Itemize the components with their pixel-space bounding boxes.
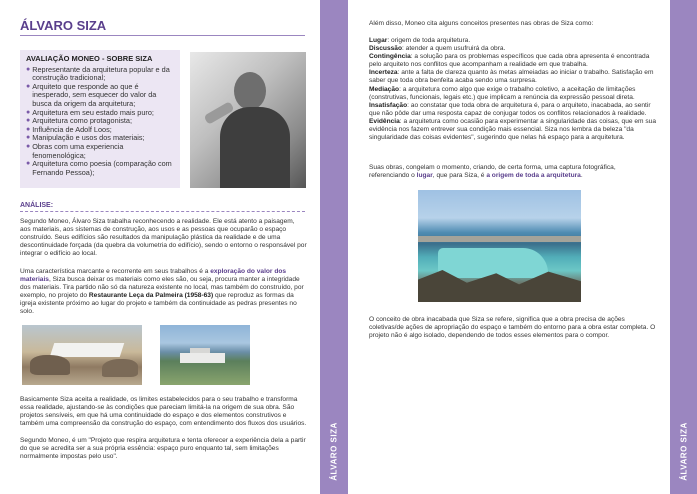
- unfinished-work-paragraph: O conceito de obra inacabada que Siza se refere, significa que a obra precisa de ações coletivas/de ações de apropriação do espaço e também do entorno para a obra estar completa. O projeto não é algo isolado, dependendo de todos esses elementos para o compor.: [369, 316, 656, 340]
- analysis-paragraph-4: Segundo Moneo, é um "Projeto que respira arquitetura e tenta oferecer a experiência dela a partir do que se acredita ser a sua própria essência: espaço puro enquanto tal, sem limitações normalmente impostas pelo uso".: [20, 437, 306, 461]
- analysis-paragraph-3: Basicamente Siza aceita a realidade, os limites estabelecidos para o seu trabalho e transforma essa realidade, ajustando-se às condições que pareciam limitá-la na origem de sua obra. São projetos sensíveis, em que há uma continuidade do espaço e dos elementos construtivos e também uma compreensão da construção do espaço, com entendimento dos fluxos dos usuários.: [20, 396, 307, 428]
- evaluation-heading: AVALIAÇÃO MONEO - SOBRE SIZA: [26, 54, 153, 63]
- evaluation-item: ● Arquitetura como poesia (comparação com Fernando Pessoa);: [26, 159, 172, 177]
- restaurant-photo: [22, 325, 142, 385]
- bullet-icon: ●: [26, 82, 31, 90]
- evaluation-item: ● Representante da arquitetura popular e da construção tradicional;: [26, 64, 170, 83]
- analysis-divider: [20, 211, 305, 212]
- evaluation-item: ● Arquitetura como protagonista;: [26, 116, 133, 126]
- chapter-strip-middle: [320, 0, 348, 494]
- bullet-icon: ●: [26, 117, 31, 125]
- analysis-paragraph-1: Segundo Moneo, Álvaro Siza trabalha reconhecendo a realidade. Ele está atento a paisagem, aos materiais, aos sistemas de construção, aos usos e as pessoas que ocuparão o espaço construído. Seus edifícios são resultados da manipulação plástica da realidade e de uma descontinuidade forçada (da quebra da volumetria do edifício), sendo o entorno o responsável por integrar o edifício ao local.: [20, 218, 307, 258]
- tidal-pool-photo: [418, 190, 581, 302]
- left-page: [0, 0, 320, 494]
- chapter-label: ÁLVARO SIZA: [679, 422, 688, 481]
- evaluation-item: ● Obras com uma experiencia fenomenológica;: [26, 141, 124, 160]
- concept-item: Insatisfação: ao constatar que toda obra de arquitetura é, para o arquiteto, inacabada, ao sentir que não pôde dar uma resposta capaz de conjugar todos os conflitos relacionados à realidade.: [369, 101, 651, 117]
- concept-item: Mediação: a arquitetura como algo que exige o trabalho coletivo, a aceitação de limitações (construtivas, funcionais, legais etc.) que implicam a renúncia da expressão pessoal direta.: [369, 85, 636, 101]
- chapter-label: ÁLVARO SIZA: [329, 422, 339, 481]
- bullet-icon: ●: [26, 134, 31, 142]
- concepts-intro: Além disso, Moneo cita alguns conceitos presentes nas obras de Siza como:: [369, 20, 594, 27]
- photo-capture-paragraph: Suas obras, congelam o momento, criando, de certa forma, uma captura fotográfica, referenciando o lugar, que para Siza, é a origem de toda a arquitetura.: [369, 164, 616, 180]
- concept-item: Lugar: origem de toda arquitetura.: [369, 37, 471, 44]
- analysis-label: ANÁLISE:: [20, 202, 54, 209]
- bullet-icon: ●: [26, 125, 31, 133]
- concept-item: Incerteza: ante a falta de clareza quanto às metas almeiadas ao iniciar o trabalho. Satisfação em saber que toda obra benfeita acaba sendo uma surpresa.: [369, 69, 654, 85]
- analysis-paragraph-2: Uma característica marcante e recorrente em seus trabalhos é a exploração do valor dos materiais, Siza busca deixar os materiais como eles são, ou seja, procura manter a integridade dos materiais. Tira partido não só da natureza existente no local, mas também do construído, por exemplo, no projeto do Restaurante Leça da Palmeira (1958-63) que reproduz as formas da igreja existente próximo ao lugar do projeto e também da continuidade as pedras presentes no solo.: [20, 268, 304, 316]
- evaluation-item: ● Influência de Adolf Loos;: [26, 124, 112, 134]
- concept-item: Contingência: a solução para os problemas específicos que cada obra apresenta é encontrada pelo arquiteto nos conflitos que acompanham a realidade em que trabalha.: [369, 53, 650, 69]
- bullet-icon: ●: [26, 65, 31, 73]
- bullet-icon: ●: [26, 142, 31, 150]
- concept-item: Evidência: a arquitetura como ocasião para experimentar a singularidade das coisas, que em sua evidência nos fazem entrever sua condição mais essencial. Siza nos lembra da beleza "da singularidade das coisas evidentes", sugerindo que nelas há espaço para a arquitetura.: [369, 117, 657, 142]
- evaluation-item: ● Arquitetura em seu estado mais puro;: [26, 107, 154, 117]
- coastal-building-photo: [160, 325, 250, 385]
- evaluation-item: ● Arquiteto que responde ao que é inesperado, sem esquecer do valor da busca da origem da arquitetura;: [26, 81, 157, 108]
- title-divider: [20, 35, 305, 36]
- chapter-strip-right: [670, 0, 697, 494]
- evaluation-box: [20, 50, 180, 188]
- page-title: ÁLVARO SIZA: [20, 18, 107, 33]
- evaluation-item: ● Manipulação e usos dos materiais;: [26, 133, 145, 143]
- bullet-icon: ●: [26, 108, 31, 116]
- bullet-icon: ●: [26, 160, 31, 168]
- concept-item: Discussão: atender a quem usufruirá da obra.: [369, 45, 506, 53]
- portrait-photo: [190, 52, 306, 188]
- concepts-list: [369, 37, 657, 142]
